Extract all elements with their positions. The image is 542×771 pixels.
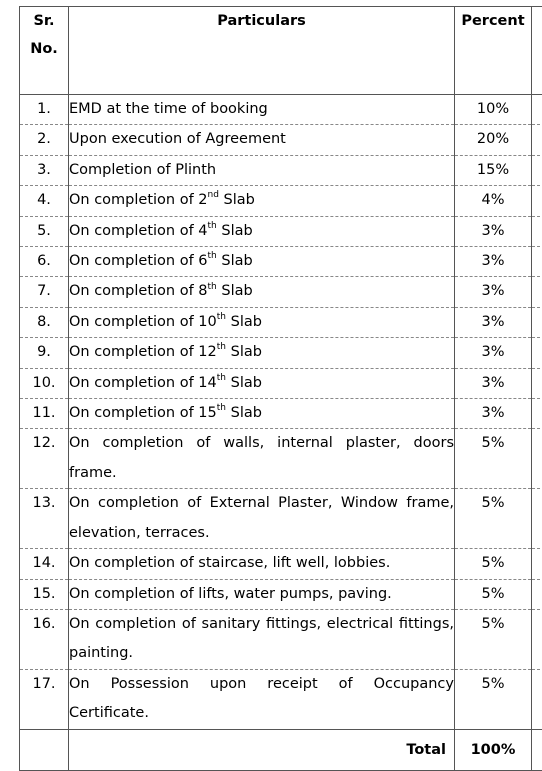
table-row xyxy=(20,186,542,216)
total-blank-cell xyxy=(20,729,69,770)
row-blank-cell xyxy=(532,247,542,277)
table-row xyxy=(20,399,542,429)
row-particulars xyxy=(69,429,455,489)
row-blank-cell xyxy=(532,95,542,125)
row-percent: 15% xyxy=(455,155,532,185)
row-blank-cell xyxy=(532,307,542,337)
row-sr-no: 4. xyxy=(20,186,69,216)
row-sr-no: 17. xyxy=(20,669,69,729)
row-blank-cell xyxy=(532,368,542,398)
row-blank-cell xyxy=(532,216,542,246)
table-row xyxy=(20,307,542,337)
payment-schedule-table xyxy=(19,6,542,771)
table-row xyxy=(20,579,542,609)
ordinal-suffix: th xyxy=(217,373,226,383)
row-sr-no: 2. xyxy=(20,125,69,155)
table-row xyxy=(20,609,542,669)
row-sr-no: 15. xyxy=(20,579,69,609)
row-percent: 3% xyxy=(455,247,532,277)
particulars-suffix-text: Slab xyxy=(226,375,262,391)
row-blank-cell xyxy=(532,155,542,185)
row-percent: 4% xyxy=(455,186,532,216)
table-row xyxy=(20,368,542,398)
row-particulars xyxy=(69,609,455,669)
header-percent: Percent xyxy=(455,7,532,95)
row-sr-no: 13. xyxy=(20,489,69,549)
row-particulars xyxy=(69,277,455,307)
row-percent: 5% xyxy=(455,609,532,669)
table-row xyxy=(20,277,542,307)
particulars-text: Completion of Plinth xyxy=(69,162,216,178)
particulars-suffix-text: Slab xyxy=(217,223,253,239)
header-sr-line2: No. xyxy=(20,35,68,63)
particulars-suffix-text: Slab xyxy=(219,192,255,208)
table-body xyxy=(20,95,542,730)
particulars-text: On completion of sanitary fittings, electrical fittings, painting. xyxy=(69,616,454,661)
row-percent: 3% xyxy=(455,399,532,429)
header-blank-column xyxy=(532,7,542,95)
row-particulars xyxy=(69,125,455,155)
particulars-text: Upon execution of Agreement xyxy=(69,131,286,147)
row-percent: 10% xyxy=(455,95,532,125)
particulars-text: On completion of walls, internal plaster, doors frame. xyxy=(69,435,454,480)
row-sr-no: 7. xyxy=(20,277,69,307)
row-blank-cell xyxy=(532,579,542,609)
ordinal-suffix: th xyxy=(208,282,217,292)
particulars-text: On completion of 2 xyxy=(69,192,208,208)
row-particulars xyxy=(69,186,455,216)
particulars-text: EMD at the time of booking xyxy=(69,101,268,117)
row-particulars xyxy=(69,669,455,729)
row-percent: 3% xyxy=(455,277,532,307)
table-row xyxy=(20,489,542,549)
row-particulars xyxy=(69,95,455,125)
row-particulars xyxy=(69,338,455,368)
row-percent: 20% xyxy=(455,125,532,155)
row-sr-no: 6. xyxy=(20,247,69,277)
row-blank-cell xyxy=(532,399,542,429)
total-label: Total xyxy=(69,729,455,770)
row-particulars xyxy=(69,216,455,246)
table-row xyxy=(20,216,542,246)
row-sr-no: 8. xyxy=(20,307,69,337)
row-percent: 5% xyxy=(455,579,532,609)
row-percent: 3% xyxy=(455,338,532,368)
row-blank-cell xyxy=(532,669,542,729)
row-percent: 5% xyxy=(455,429,532,489)
row-percent: 3% xyxy=(455,216,532,246)
table-row xyxy=(20,669,542,729)
table-row xyxy=(20,338,542,368)
header-sr-no xyxy=(20,7,69,95)
row-sr-no: 5. xyxy=(20,216,69,246)
particulars-suffix-text: Slab xyxy=(217,283,253,299)
particulars-text: On completion of 6 xyxy=(69,253,208,269)
particulars-suffix-text: Slab xyxy=(217,253,253,269)
row-blank-cell xyxy=(532,338,542,368)
row-particulars xyxy=(69,247,455,277)
ordinal-suffix: th xyxy=(217,403,226,413)
ordinal-suffix: nd xyxy=(208,190,219,200)
row-particulars xyxy=(69,155,455,185)
header-row xyxy=(20,7,542,95)
row-sr-no: 14. xyxy=(20,549,69,579)
table-row xyxy=(20,155,542,185)
row-sr-no: 11. xyxy=(20,399,69,429)
row-sr-no: 12. xyxy=(20,429,69,489)
row-sr-no: 16. xyxy=(20,609,69,669)
row-particulars xyxy=(69,307,455,337)
row-percent: 5% xyxy=(455,489,532,549)
row-blank-cell xyxy=(532,125,542,155)
total-blank-extra xyxy=(532,729,542,770)
row-percent: 3% xyxy=(455,307,532,337)
ordinal-suffix: th xyxy=(208,221,217,231)
row-percent: 5% xyxy=(455,669,532,729)
row-particulars xyxy=(69,489,455,549)
particulars-text: On completion of 15 xyxy=(69,405,217,421)
row-blank-cell xyxy=(532,489,542,549)
header-particulars: Particulars xyxy=(69,7,455,95)
particulars-text: On completion of lifts, water pumps, paving. xyxy=(69,586,392,602)
row-particulars xyxy=(69,579,455,609)
row-blank-cell xyxy=(532,609,542,669)
particulars-suffix-text: Slab xyxy=(226,344,262,360)
ordinal-suffix: th xyxy=(208,251,217,261)
particulars-suffix-text: Slab xyxy=(226,314,262,330)
table-row xyxy=(20,247,542,277)
row-blank-cell xyxy=(532,429,542,489)
row-blank-cell xyxy=(532,186,542,216)
ordinal-suffix: th xyxy=(217,342,226,352)
header-sr-line1: Sr. xyxy=(20,7,68,35)
particulars-text: On completion of 10 xyxy=(69,314,217,330)
particulars-text: On completion of staircase, lift well, lobbies. xyxy=(69,555,390,571)
particulars-text: On completion of 8 xyxy=(69,283,208,299)
row-blank-cell xyxy=(532,277,542,307)
row-sr-no: 9. xyxy=(20,338,69,368)
row-percent: 3% xyxy=(455,368,532,398)
particulars-text: On completion of 4 xyxy=(69,223,208,239)
row-sr-no: 1. xyxy=(20,95,69,125)
particulars-text: On completion of 14 xyxy=(69,375,217,391)
particulars-text: On completion of External Plaster, Window frame, elevation, terraces. xyxy=(69,495,454,540)
table-row xyxy=(20,125,542,155)
total-row xyxy=(20,729,542,770)
row-particulars xyxy=(69,368,455,398)
particulars-text: On Possession upon receipt of Occupancy Certificate. xyxy=(69,676,454,721)
row-particulars xyxy=(69,549,455,579)
row-sr-no: 3. xyxy=(20,155,69,185)
particulars-suffix-text: Slab xyxy=(226,405,262,421)
ordinal-suffix: th xyxy=(217,312,226,322)
total-value: 100% xyxy=(455,729,532,770)
row-particulars xyxy=(69,399,455,429)
row-blank-cell xyxy=(532,549,542,579)
table-row xyxy=(20,429,542,489)
table-row xyxy=(20,549,542,579)
particulars-text: On completion of 12 xyxy=(69,344,217,360)
row-percent: 5% xyxy=(455,549,532,579)
table-row xyxy=(20,95,542,125)
row-sr-no: 10. xyxy=(20,368,69,398)
